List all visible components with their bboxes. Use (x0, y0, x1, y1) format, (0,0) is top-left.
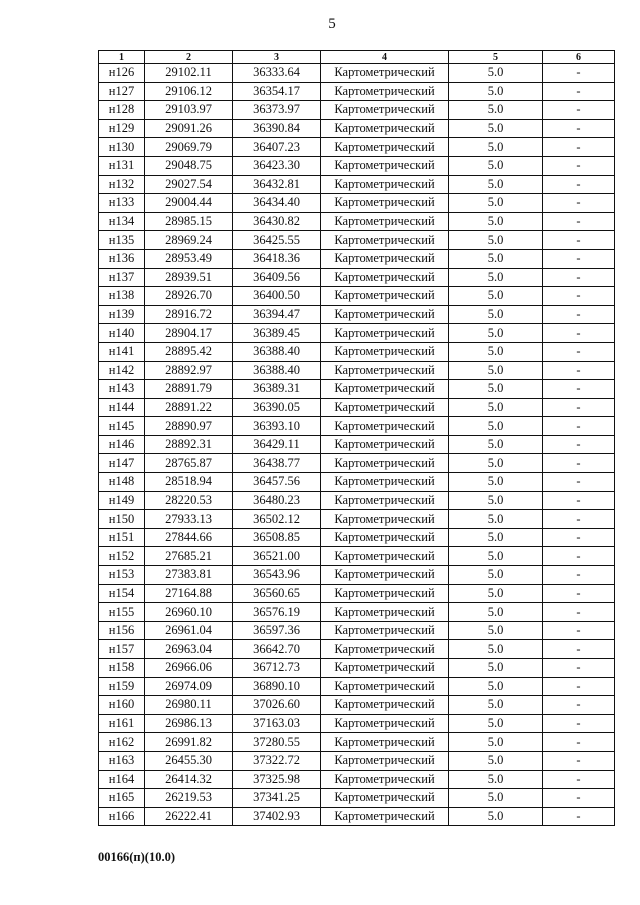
point-id-cell: н160 (99, 696, 145, 715)
x-coordinate-cell: 29069.79 (145, 138, 233, 157)
point-id-cell: н162 (99, 733, 145, 752)
column-header: 4 (321, 51, 449, 64)
x-coordinate-cell: 26963.04 (145, 640, 233, 659)
x-coordinate-cell: 26455.30 (145, 751, 233, 770)
note-cell: - (543, 342, 615, 361)
method-cell: Картометрический (321, 677, 449, 696)
point-id-cell: н148 (99, 473, 145, 492)
table-row (99, 789, 615, 808)
method-cell: Картометрический (321, 324, 449, 343)
table-body (99, 64, 615, 826)
column-header: 3 (233, 51, 321, 64)
x-coordinate-cell: 28890.97 (145, 417, 233, 436)
note-cell: - (543, 751, 615, 770)
point-id-cell: н166 (99, 807, 145, 826)
note-cell: - (543, 454, 615, 473)
y-coordinate-cell: 36388.40 (233, 361, 321, 380)
method-cell: Картометрический (321, 584, 449, 603)
accuracy-cell: 5.0 (449, 212, 543, 231)
note-cell: - (543, 305, 615, 324)
table-row (99, 547, 615, 566)
method-cell: Картометрический (321, 212, 449, 231)
method-cell: Картометрический (321, 64, 449, 83)
x-coordinate-cell: 28891.79 (145, 380, 233, 399)
accuracy-cell: 5.0 (449, 342, 543, 361)
point-id-cell: н161 (99, 714, 145, 733)
note-cell: - (543, 807, 615, 826)
point-id-cell: н126 (99, 64, 145, 83)
y-coordinate-cell: 36389.45 (233, 324, 321, 343)
x-coordinate-cell: 27383.81 (145, 566, 233, 585)
method-cell: Картометрический (321, 361, 449, 380)
method-cell: Картометрический (321, 603, 449, 622)
table-row (99, 212, 615, 231)
method-cell: Картометрический (321, 733, 449, 752)
y-coordinate-cell: 36409.56 (233, 268, 321, 287)
table-row (99, 528, 615, 547)
y-coordinate-cell: 36432.81 (233, 175, 321, 194)
y-coordinate-cell: 36508.85 (233, 528, 321, 547)
y-coordinate-cell: 36502.12 (233, 510, 321, 529)
table-row (99, 324, 615, 343)
x-coordinate-cell: 28969.24 (145, 231, 233, 250)
x-coordinate-cell: 28926.70 (145, 287, 233, 306)
y-coordinate-cell: 37322.72 (233, 751, 321, 770)
accuracy-cell: 5.0 (449, 528, 543, 547)
point-id-cell: н152 (99, 547, 145, 566)
y-coordinate-cell: 36423.30 (233, 156, 321, 175)
method-cell: Картометрический (321, 82, 449, 101)
method-cell: Картометрический (321, 417, 449, 436)
y-coordinate-cell: 36393.10 (233, 417, 321, 436)
y-coordinate-cell: 36438.77 (233, 454, 321, 473)
accuracy-cell: 5.0 (449, 361, 543, 380)
point-id-cell: н149 (99, 491, 145, 510)
table-row (99, 119, 615, 138)
point-id-cell: н144 (99, 398, 145, 417)
method-cell: Картометрический (321, 751, 449, 770)
accuracy-cell: 5.0 (449, 268, 543, 287)
method-cell: Картометрический (321, 714, 449, 733)
point-id-cell: н128 (99, 101, 145, 120)
point-id-cell: н163 (99, 751, 145, 770)
note-cell: - (543, 287, 615, 306)
accuracy-cell: 5.0 (449, 380, 543, 399)
point-id-cell: н150 (99, 510, 145, 529)
table-row (99, 101, 615, 120)
x-coordinate-cell: 26222.41 (145, 807, 233, 826)
accuracy-cell: 5.0 (449, 119, 543, 138)
y-coordinate-cell: 36390.05 (233, 398, 321, 417)
method-cell: Картометрический (321, 119, 449, 138)
y-coordinate-cell: 36400.50 (233, 287, 321, 306)
table-row (99, 510, 615, 529)
note-cell: - (543, 677, 615, 696)
method-cell: Картометрический (321, 138, 449, 157)
y-coordinate-cell: 36642.70 (233, 640, 321, 659)
x-coordinate-cell: 28891.22 (145, 398, 233, 417)
point-id-cell: н145 (99, 417, 145, 436)
point-id-cell: н146 (99, 435, 145, 454)
point-id-cell: н157 (99, 640, 145, 659)
y-coordinate-cell: 37402.93 (233, 807, 321, 826)
x-coordinate-cell: 29106.12 (145, 82, 233, 101)
x-coordinate-cell: 26219.53 (145, 789, 233, 808)
x-coordinate-cell: 26991.82 (145, 733, 233, 752)
y-coordinate-cell: 36457.56 (233, 473, 321, 492)
accuracy-cell: 5.0 (449, 287, 543, 306)
y-coordinate-cell: 37163.03 (233, 714, 321, 733)
y-coordinate-cell: 36597.36 (233, 621, 321, 640)
method-cell: Картометрический (321, 640, 449, 659)
column-header: 1 (99, 51, 145, 64)
method-cell: Картометрический (321, 194, 449, 213)
method-cell: Картометрический (321, 101, 449, 120)
accuracy-cell: 5.0 (449, 324, 543, 343)
accuracy-cell: 5.0 (449, 138, 543, 157)
note-cell: - (543, 640, 615, 659)
note-cell: - (543, 528, 615, 547)
table-row (99, 398, 615, 417)
point-id-cell: н137 (99, 268, 145, 287)
x-coordinate-cell: 26974.09 (145, 677, 233, 696)
y-coordinate-cell: 36712.73 (233, 659, 321, 678)
x-coordinate-cell: 29091.26 (145, 119, 233, 138)
y-coordinate-cell: 37325.98 (233, 770, 321, 789)
y-coordinate-cell: 36389.31 (233, 380, 321, 399)
table-row (99, 231, 615, 250)
x-coordinate-cell: 29027.54 (145, 175, 233, 194)
accuracy-cell: 5.0 (449, 156, 543, 175)
point-id-cell: н139 (99, 305, 145, 324)
note-cell: - (543, 733, 615, 752)
table-row (99, 714, 615, 733)
method-cell: Картометрический (321, 807, 449, 826)
y-coordinate-cell: 36407.23 (233, 138, 321, 157)
method-cell: Картометрический (321, 249, 449, 268)
table-row (99, 138, 615, 157)
point-id-cell: н135 (99, 231, 145, 250)
point-id-cell: н132 (99, 175, 145, 194)
table-row (99, 696, 615, 715)
method-cell: Картометрический (321, 156, 449, 175)
accuracy-cell: 5.0 (449, 231, 543, 250)
y-coordinate-cell: 36521.00 (233, 547, 321, 566)
accuracy-cell: 5.0 (449, 249, 543, 268)
accuracy-cell: 5.0 (449, 64, 543, 83)
x-coordinate-cell: 28892.97 (145, 361, 233, 380)
point-id-cell: н159 (99, 677, 145, 696)
accuracy-cell: 5.0 (449, 640, 543, 659)
point-id-cell: н138 (99, 287, 145, 306)
method-cell: Картометрический (321, 621, 449, 640)
note-cell: - (543, 231, 615, 250)
y-coordinate-cell: 36388.40 (233, 342, 321, 361)
accuracy-cell: 5.0 (449, 491, 543, 510)
note-cell: - (543, 547, 615, 566)
table-row (99, 268, 615, 287)
document-code: 00166(п)(10.0) (98, 850, 175, 864)
x-coordinate-cell: 26960.10 (145, 603, 233, 622)
table-row (99, 659, 615, 678)
note-cell: - (543, 584, 615, 603)
note-cell: - (543, 714, 615, 733)
x-coordinate-cell: 26980.11 (145, 696, 233, 715)
x-coordinate-cell: 28916.72 (145, 305, 233, 324)
y-coordinate-cell: 36430.82 (233, 212, 321, 231)
x-coordinate-cell: 26961.04 (145, 621, 233, 640)
y-coordinate-cell: 36418.36 (233, 249, 321, 268)
table-row (99, 751, 615, 770)
x-coordinate-cell: 29103.97 (145, 101, 233, 120)
point-id-cell: н142 (99, 361, 145, 380)
note-cell: - (543, 64, 615, 83)
x-coordinate-cell: 26966.06 (145, 659, 233, 678)
accuracy-cell: 5.0 (449, 807, 543, 826)
x-coordinate-cell: 29004.44 (145, 194, 233, 213)
y-coordinate-cell: 36394.47 (233, 305, 321, 324)
note-cell: - (543, 194, 615, 213)
accuracy-cell: 5.0 (449, 417, 543, 436)
point-id-cell: н127 (99, 82, 145, 101)
method-cell: Картометрический (321, 454, 449, 473)
method-cell: Картометрический (321, 473, 449, 492)
table-row (99, 361, 615, 380)
table-row (99, 249, 615, 268)
x-coordinate-cell: 26986.13 (145, 714, 233, 733)
point-id-cell: н151 (99, 528, 145, 547)
note-cell: - (543, 212, 615, 231)
x-coordinate-cell: 27164.88 (145, 584, 233, 603)
method-cell: Картометрический (321, 287, 449, 306)
method-cell: Картометрический (321, 547, 449, 566)
note-cell: - (543, 417, 615, 436)
table-row (99, 677, 615, 696)
note-cell: - (543, 398, 615, 417)
column-header: 5 (449, 51, 543, 64)
x-coordinate-cell: 28939.51 (145, 268, 233, 287)
accuracy-cell: 5.0 (449, 733, 543, 752)
note-cell: - (543, 659, 615, 678)
method-cell: Картометрический (321, 435, 449, 454)
point-id-cell: н155 (99, 603, 145, 622)
table-row (99, 342, 615, 361)
table-header-row (99, 51, 615, 64)
table-row (99, 566, 615, 585)
x-coordinate-cell: 28220.53 (145, 491, 233, 510)
point-id-cell: н136 (99, 249, 145, 268)
y-coordinate-cell: 36425.55 (233, 231, 321, 250)
method-cell: Картометрический (321, 789, 449, 808)
accuracy-cell: 5.0 (449, 621, 543, 640)
table-row (99, 733, 615, 752)
y-coordinate-cell: 36576.19 (233, 603, 321, 622)
accuracy-cell: 5.0 (449, 435, 543, 454)
point-id-cell: н156 (99, 621, 145, 640)
point-id-cell: н147 (99, 454, 145, 473)
accuracy-cell: 5.0 (449, 473, 543, 492)
table-row (99, 770, 615, 789)
method-cell: Картометрический (321, 398, 449, 417)
method-cell: Картометрический (321, 770, 449, 789)
accuracy-cell: 5.0 (449, 714, 543, 733)
point-id-cell: н154 (99, 584, 145, 603)
note-cell: - (543, 119, 615, 138)
accuracy-cell: 5.0 (449, 82, 543, 101)
table-row (99, 640, 615, 659)
table-row (99, 417, 615, 436)
x-coordinate-cell: 26414.32 (145, 770, 233, 789)
table-row (99, 584, 615, 603)
method-cell: Картометрический (321, 659, 449, 678)
note-cell: - (543, 696, 615, 715)
note-cell: - (543, 770, 615, 789)
table-row (99, 454, 615, 473)
x-coordinate-cell: 29048.75 (145, 156, 233, 175)
x-coordinate-cell: 27685.21 (145, 547, 233, 566)
point-id-cell: н143 (99, 380, 145, 399)
note-cell: - (543, 621, 615, 640)
accuracy-cell: 5.0 (449, 789, 543, 808)
x-coordinate-cell: 28985.15 (145, 212, 233, 231)
table-row (99, 64, 615, 83)
accuracy-cell: 5.0 (449, 398, 543, 417)
note-cell: - (543, 380, 615, 399)
x-coordinate-cell: 28518.94 (145, 473, 233, 492)
note-cell: - (543, 175, 615, 194)
note-cell: - (543, 249, 615, 268)
table-row (99, 287, 615, 306)
note-cell: - (543, 361, 615, 380)
accuracy-cell: 5.0 (449, 677, 543, 696)
y-coordinate-cell: 36890.10 (233, 677, 321, 696)
accuracy-cell: 5.0 (449, 696, 543, 715)
method-cell: Картометрический (321, 268, 449, 287)
accuracy-cell: 5.0 (449, 547, 543, 566)
accuracy-cell: 5.0 (449, 584, 543, 603)
y-coordinate-cell: 36434.40 (233, 194, 321, 213)
table-row (99, 621, 615, 640)
x-coordinate-cell: 28765.87 (145, 454, 233, 473)
y-coordinate-cell: 37280.55 (233, 733, 321, 752)
accuracy-cell: 5.0 (449, 454, 543, 473)
table-row (99, 603, 615, 622)
y-coordinate-cell: 36543.96 (233, 566, 321, 585)
y-coordinate-cell: 37026.60 (233, 696, 321, 715)
y-coordinate-cell: 36354.17 (233, 82, 321, 101)
y-coordinate-cell: 36333.64 (233, 64, 321, 83)
y-coordinate-cell: 36373.97 (233, 101, 321, 120)
method-cell: Картометрический (321, 528, 449, 547)
method-cell: Картометрический (321, 380, 449, 399)
table-row (99, 175, 615, 194)
table-row (99, 473, 615, 492)
accuracy-cell: 5.0 (449, 659, 543, 678)
page-number: 5 (328, 16, 336, 32)
point-id-cell: н130 (99, 138, 145, 157)
accuracy-cell: 5.0 (449, 175, 543, 194)
accuracy-cell: 5.0 (449, 751, 543, 770)
accuracy-cell: 5.0 (449, 603, 543, 622)
table-row (99, 380, 615, 399)
x-coordinate-cell: 28953.49 (145, 249, 233, 268)
coordinates-table (98, 50, 615, 826)
table-row (99, 156, 615, 175)
x-coordinate-cell: 29102.11 (145, 64, 233, 83)
y-coordinate-cell: 36560.65 (233, 584, 321, 603)
note-cell: - (543, 435, 615, 454)
method-cell: Картометрический (321, 566, 449, 585)
method-cell: Картометрический (321, 510, 449, 529)
point-id-cell: н134 (99, 212, 145, 231)
method-cell: Картометрический (321, 342, 449, 361)
accuracy-cell: 5.0 (449, 566, 543, 585)
note-cell: - (543, 324, 615, 343)
point-id-cell: н133 (99, 194, 145, 213)
method-cell: Картометрический (321, 491, 449, 510)
point-id-cell: н165 (99, 789, 145, 808)
table-row (99, 194, 615, 213)
x-coordinate-cell: 28904.17 (145, 324, 233, 343)
method-cell: Картометрический (321, 231, 449, 250)
method-cell: Картометрический (321, 175, 449, 194)
note-cell: - (543, 491, 615, 510)
x-coordinate-cell: 28895.42 (145, 342, 233, 361)
method-cell: Картометрический (321, 305, 449, 324)
y-coordinate-cell: 36429.11 (233, 435, 321, 454)
note-cell: - (543, 473, 615, 492)
note-cell: - (543, 789, 615, 808)
accuracy-cell: 5.0 (449, 770, 543, 789)
x-coordinate-cell: 27933.13 (145, 510, 233, 529)
point-id-cell: н140 (99, 324, 145, 343)
table-row (99, 82, 615, 101)
x-coordinate-cell: 28892.31 (145, 435, 233, 454)
table-row (99, 807, 615, 826)
point-id-cell: н141 (99, 342, 145, 361)
x-coordinate-cell: 27844.66 (145, 528, 233, 547)
y-coordinate-cell: 36480.23 (233, 491, 321, 510)
accuracy-cell: 5.0 (449, 305, 543, 324)
point-id-cell: н129 (99, 119, 145, 138)
table-row (99, 435, 615, 454)
note-cell: - (543, 101, 615, 120)
point-id-cell: н164 (99, 770, 145, 789)
note-cell: - (543, 82, 615, 101)
accuracy-cell: 5.0 (449, 194, 543, 213)
y-coordinate-cell: 36390.84 (233, 119, 321, 138)
note-cell: - (543, 510, 615, 529)
note-cell: - (543, 156, 615, 175)
note-cell: - (543, 268, 615, 287)
point-id-cell: н131 (99, 156, 145, 175)
point-id-cell: н153 (99, 566, 145, 585)
column-header: 2 (145, 51, 233, 64)
note-cell: - (543, 603, 615, 622)
y-coordinate-cell: 37341.25 (233, 789, 321, 808)
note-cell: - (543, 566, 615, 585)
table-row (99, 491, 615, 510)
method-cell: Картометрический (321, 696, 449, 715)
point-id-cell: н158 (99, 659, 145, 678)
accuracy-cell: 5.0 (449, 510, 543, 529)
table-row (99, 305, 615, 324)
note-cell: - (543, 138, 615, 157)
column-header: 6 (543, 51, 615, 64)
accuracy-cell: 5.0 (449, 101, 543, 120)
